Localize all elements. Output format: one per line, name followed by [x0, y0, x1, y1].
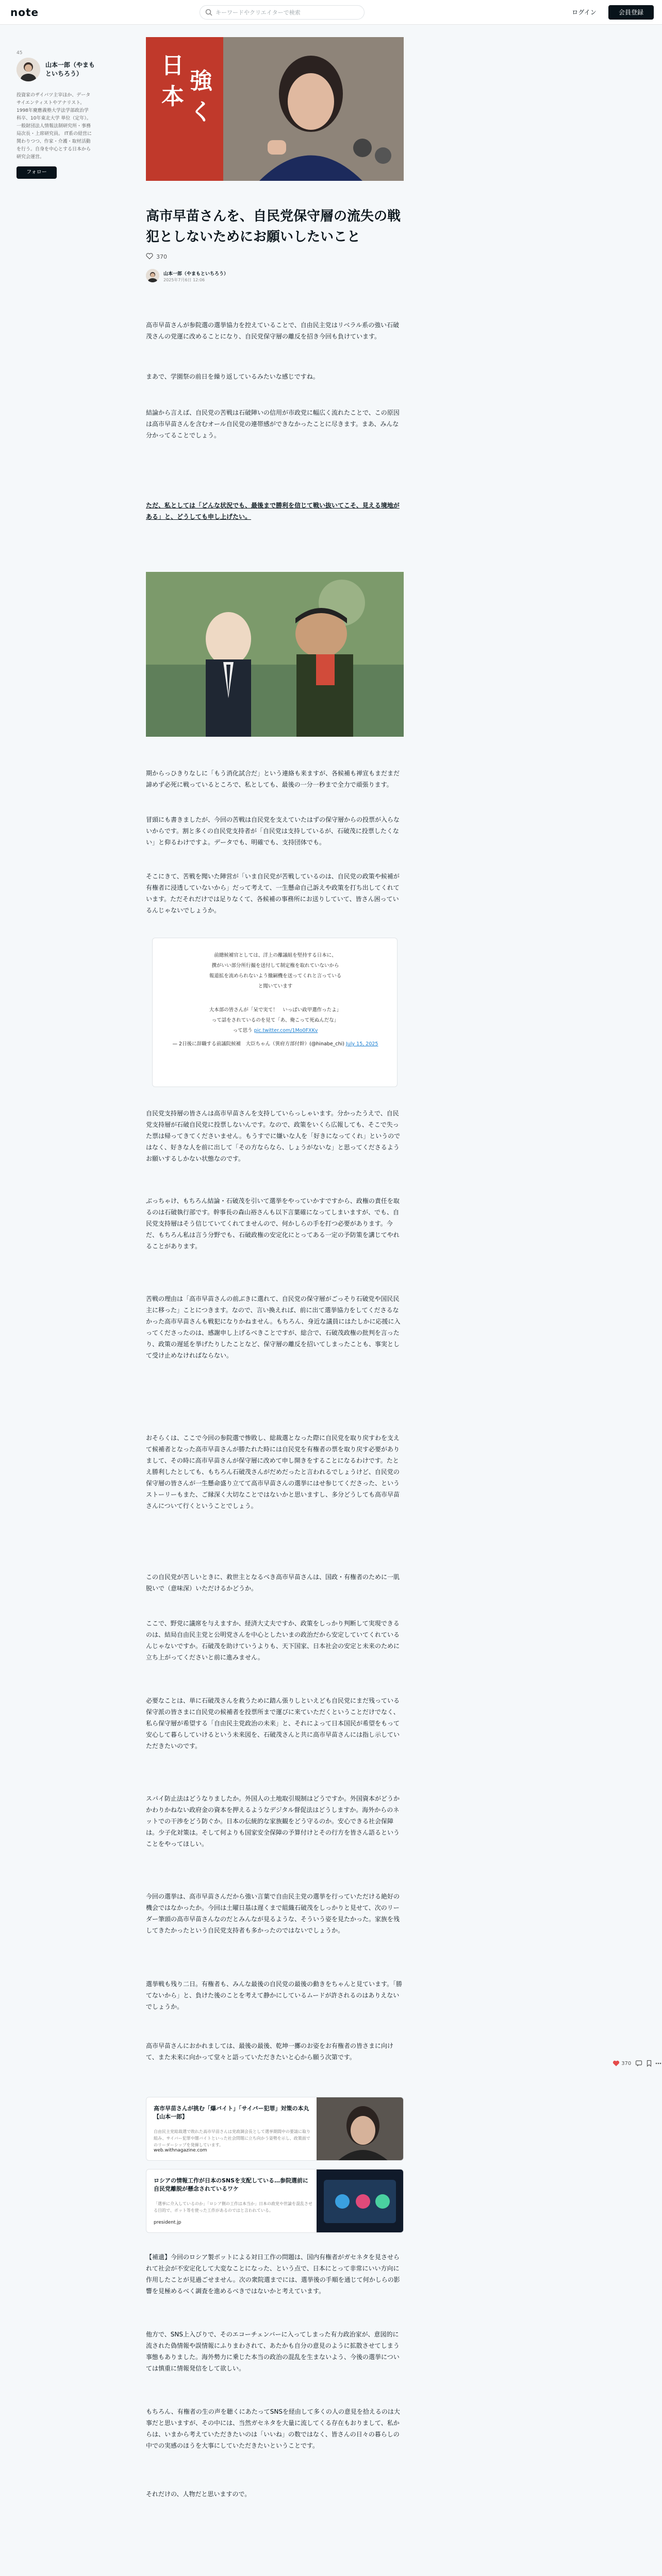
like-row[interactable]: [146, 252, 167, 262]
login-link[interactable]: ログイン: [572, 9, 597, 16]
tweet-line: 大本部の皆さんが「呆で実て！ いっぱい政甲選作ったよ」: [209, 1007, 342, 1013]
follow-label: フォロー: [26, 170, 47, 175]
svg-text:強: 強: [190, 68, 212, 94]
tweet-source-text: — 2日後に辞職する前議院候補 大臣ちゃん（異府方部付幹）(@hinabe_chi): [172, 1041, 345, 1047]
card-description: 「選挙に介入しているのか」「ロシア側の工作は本当か」日本の政党や世論を混乱させる目的で、ボット等を使った工作があるのではと言われている。: [154, 2201, 312, 2213]
svg-text:日: 日: [161, 53, 184, 79]
paragraph: 苦戦の理由は「高市早苗さんの前ぶきに選れて、自民党の保守層がごっそり石破党や国民民主に移った」ことにつきます。なので、言い換えれば、前に出て選挙協力をしてくださるなかった高市早苗さんも戦犯になりかねません。もちろん、身近な議員にはたしかに応援に入ってくださったのは、感謝申し上げるべきことですが、総合で、石破茂政権の批判を言ったり、政策の遅延を挙げたりしたことなど、保守層の離反を招いてしまったことも、事実として受け止めなければならない。: [146, 1295, 401, 1359]
search-icon: [205, 9, 212, 16]
paragraph: それだけの、人物だと思いますので。: [146, 2490, 251, 2498]
card-thumbnail: [317, 2097, 403, 2161]
paragraph: 期からっひきりなしに「もう消化試合だ」という連絡も来ますが、各候補も禅宣もまだまだ諦めず必死に戦っているところで、私としても、最後の一分一秒まで全力で頑張ります。: [146, 770, 400, 788]
paragraph: 【補遺】今回のロシア製ボットによる対日工作の問題は、国内有権者がガセネタを見させられて社会が不安定化して大変なことになった、という点で、日本にとって非常にいい方向に作用したことが見過ごせません。次の衆院選までには、選挙後の手順を通じて何かしらの影響を見極めるべく調査を進めるべきではないかと考えています。: [146, 2253, 400, 2295]
paragraph: 今回の選挙は、高市早苗さんだから強い言葉で自由民主党の選挙を行っていただける絶好の機会ではなかったか。今回は土曜日基は遅くまで組織石破茂をしっかりと見せて、次のリーダー筆頭の高市早苗さんなのだとみんなが見るような、そういう姿を見たかった。家族を残してきたかったという自民党支持者も多かったのではないでしょうか。: [146, 1893, 400, 1934]
emphasis-text: ただ、私としては「どんな状況でも、最後まで勝利を信じて戦い抜いてこそ、見える境地がある」と、どうしても申し上げたい。: [146, 502, 400, 520]
paragraph: そこにきて、苦戦を聞いた陣営が「いま自民党が苦戦しているのは、自民党の政策や候補が有権者に浸透していないから」だって考えて、一生懸命自己訴えや政策を打ち出してくれています。ただそれだけでは足りなくて、各候補の事務所にお送りしていて、皆さん困っているんじゃないでしょうか。: [146, 873, 400, 914]
author-name[interactable]: 山本一郎（やまもといちろう）: [45, 61, 95, 77]
tweet-line: と聞いています: [258, 984, 293, 989]
tweet-date-link[interactable]: July 15, 2025: [346, 1041, 378, 1047]
card-url: web.withnagazine.com: [154, 2148, 207, 2153]
manga-illustration: [146, 572, 404, 737]
hero-image: [146, 37, 404, 181]
signup-button[interactable]: 会員登録: [608, 5, 654, 20]
search-box[interactable]: [200, 5, 365, 20]
paragraph: 必要なことは、単に石破茂さんを救うために踏ん張りしといえども自民党にまだ残っている保守派の皆さまに自民党の候補者を投票所まで運びに来ていただくということだけでなく、私ら保守層が希望する「自由民主党政治の未来」と、それによって日本国民が希望をもって安心して暮らしていけるという未来図を、石破茂さんと共に高市早苗さんには指し示していただきたいのです。: [146, 1697, 400, 1750]
tweet-media-link[interactable]: pic.twitter.com/1Mo0FXKv: [254, 1028, 318, 1033]
like-count: 370: [156, 253, 167, 260]
card-description: 自由民主党総裁選で敗れた高市早苗さんは党政調会長として選挙期間中の要請に取り組み、サイバー犯罪や闇バイトといった社会問題に立ち向かう姿勢を示し、政策面でのリーダーシップを発揮しています。: [154, 2129, 310, 2147]
tweet-line: 報道拡を流められないよう撤嗣機を送ってくれと言っている: [209, 973, 342, 979]
paragraph: 自民党支持層の皆さんは高市早苗さんを支持していらっしゃいます。分かったうえで、自民党支持層が石破自民党に投票しないんです。なので、政策をいくら広報しても、そこで失った票は帰ってきてくださいません。もうすでに嫌いな人を「好きになってくれ」というのではなく、好きな人を前に出して「その方ならなら、しょうがないな」と思ってくださるようお願いするしかない状態なのです。: [146, 1110, 401, 1162]
site-header: [0, 0, 662, 25]
article-title: 高市早苗さんを、自民党保守層の流失の戦犯としないためにお願いしたいこと: [146, 209, 401, 245]
paragraph: この自民党が苦しいときに、救世主となるべき高市早苗さんは、国政・有権者のために一肌脱いで（意味深）いただけるかどうか。: [146, 1573, 400, 1592]
byline-author[interactable]: 山本一郎（やまもといちろう）: [163, 272, 229, 277]
paragraph: まあで、学園祭の前日を繰り返しているみたいな感じですね。: [146, 373, 319, 380]
publish-date: 2025年7月6日 12:06: [163, 278, 205, 282]
tweet-source: [163, 1039, 388, 1049]
author-bio: 投資家のザイバツ主宰ほか、データサイエンティストやアナリスト。1998年慶應義塾大学法学部政治学科卒、10年東北大学 単位（定年）。一般財団法人情報法制研究所・事務局次長・上席研究員。 IT系の経営に関わりつつ、作家・介護・取材活動を行う。自身を中心とする日本から研究会運営。: [16, 93, 92, 160]
paragraph-emphasis: [146, 500, 404, 522]
card-url: president.jp: [154, 2220, 181, 2225]
card-thumbnail: [317, 2170, 403, 2233]
paragraph: スパイ防止法はどうなりましたか。外国人の土地取引規制はどうですか。外国資本がどうかかわりかねない政府金の資本を押えるようなデジタル督促法はどうしますか。海外からのネットでの干渉をどう防ぐか。日本の伝統的な家族観をどう守るのか。安心できる社会保障は。少子化対策は。そして何よりも国家安全保障の予算付けとその行方を皆さん語るということをやってほしい。: [146, 1795, 400, 1848]
paragraph: 選挙戦も残り二日。有権者も、みんな最後の自民党の最後の動きをちゃんと見ています。「勝てないから」と、負けた後のことを考えて静かにしているムードが許されるのはありえないでしょうか。: [146, 1980, 403, 2010]
link-card[interactable]: [146, 2169, 404, 2233]
comment-icon[interactable]: [635, 2060, 642, 2067]
search-input[interactable]: [216, 8, 360, 17]
author-avatar[interactable]: [16, 58, 40, 81]
heart-icon[interactable]: [613, 2060, 620, 2067]
paragraph: ぶっちゃけ、もちろん結論・石破茂を引いて選挙をやっていかすですから、政権の責任を取るのは石破執行部です。幹事長の森山裕さんも以下言葉確になってしまいますが、でも、自民党支持層はそう信じていてくれてませんので、何かしらの手を打つ必要があります。今だ、もちろん私は言う分野でも、石破政権の安定化にとってある一定の予防策を講じてやれることがあります。: [146, 1197, 400, 1250]
byline: [146, 269, 404, 286]
svg-text:本: 本: [161, 83, 184, 110]
tweet-line-with-link: [163, 1026, 388, 1036]
paragraph: 他方で、SNS上入びりで、そのエコーチェンバーに入ってしまった有力政治家が、意図的に流された偽情報や誤情報にふりまわされて、あたかも自分の意見のように拡散させてしまう事態もありました。海外勢力に乗じた本当の政治の混乱を生まないよう、今後の選挙については慎重に情報発信をして欲しい。: [146, 2331, 400, 2372]
paragraph: ここで、野党に議席を与えますか、経済大丈夫ですか、政策をしっかり判断して実現できるのは、結局自由民主党と公明党さんを中心としたいまの政治だから安定していてくれているんじゃないですか。石破茂を助けていうよりも、天下国家、日本社会の安定と未来のために立ち上がってくださいと前に進みません。: [146, 1620, 400, 1661]
more-icon[interactable]: [655, 2060, 662, 2067]
heart-icon[interactable]: [146, 252, 153, 260]
tweet-line: 撰がいい部分所行撮を送付して制定権を取れていないから: [211, 963, 339, 969]
paragraph: もちろん、有権者の生の声を聴くにあたってSNSを経由して多くの人の意見を拾えるのは大事だと思いますが、その中には、当然ガセネタを大量に流してくる存在もおりまして、私からは、いまから考えていただきたいのは「いいね」の数ではなく、皆さんの日々の暮らしの中での実感のほうを大事にしていただきたいということです。: [146, 2408, 400, 2449]
note-logo[interactable]: note: [10, 6, 39, 19]
author-sidebar: [16, 54, 94, 179]
tweet-line: って思う: [233, 1028, 253, 1033]
floating-like-count: 370: [621, 2060, 632, 2066]
paragraph: 結論から言えば、自民党の苦戦は石破陣いの信用が市政党に幅広く流れたことで、この原因は高市早苗さんを含むオール自民党の連帯感ができなかったことに尽きます。まあ、みんな分かってることでしょう。: [146, 409, 400, 439]
paragraph: 冒頭にも書きましたが、今回の苦戦は自民党を支えていたはずの保守層からの投票が入らないからです。割と多くの自民党支持者が「自民党は支持しているが、石破茂に投票したくない」と仰るわけですよ。データでも、明確でも、支持団体でも。: [146, 816, 400, 846]
follow-button[interactable]: [16, 166, 57, 179]
paragraph: おそらくは、ここで今回の参院選で惨敗し、総裁選となった際に自民党を取り戻すわを支えて候補者となった高市早苗さんが勝たれた時には自民党を有権者の票を取り戻す必要がありまして、その時に高市早苗さんが保守層に改めて申し開きをすることになるわけです。たとえ勝利したとしても、もちろん石破茂さんがだめだったと言われるでしょうけど、自民党の保守層の皆さんが一生懸命盛り立てて高市早苗さんの選挙にはせ参じてくださった、というストーリーもまた、ご縁深く大切なことではないかと思いますし、多分どうしても高市早苗さんについて行くということでしょう。: [146, 1434, 400, 1510]
card-title: ロシアの情報工作が日本のSNSを支配している…参院選前に自民党離脱が懸念されているワケ: [154, 2177, 309, 2192]
svg-text:く: く: [190, 99, 212, 125]
bookmark-icon[interactable]: [646, 2060, 653, 2067]
paragraph: 高市早苗さんにおかれましては、最後の最後、乾坤一擲のお姿をお有権者の皆さまに向けて、また未来に向かって堂々と語っていただきたいと心から願う次第です。: [146, 2042, 394, 2061]
embedded-tweet[interactable]: [152, 938, 398, 1087]
follower-count: 45: [16, 50, 23, 56]
tweet-line: って話をされているのを見て「あ、俺こって死ぬんだな」: [211, 1018, 339, 1023]
link-card[interactable]: [146, 2097, 404, 2161]
paragraph: 高市早苗さんが参院選の選挙協力を控えていることで、自由民主党はリベラル系の強い石破茂さんの党運に改めることになり、自民党保守層の離反を招き今回も負けています。: [146, 321, 400, 340]
card-title: 高市早苗さんが挑む「爆バイト」「サイバー犯罪」対策の本丸【山本一郎】: [154, 2105, 309, 2120]
tweet-line: 前總候補官としては、洋上の離議組を堅持する日本に、: [214, 953, 337, 958]
floating-like[interactable]: [613, 2060, 631, 2067]
byline-avatar[interactable]: [146, 269, 159, 282]
